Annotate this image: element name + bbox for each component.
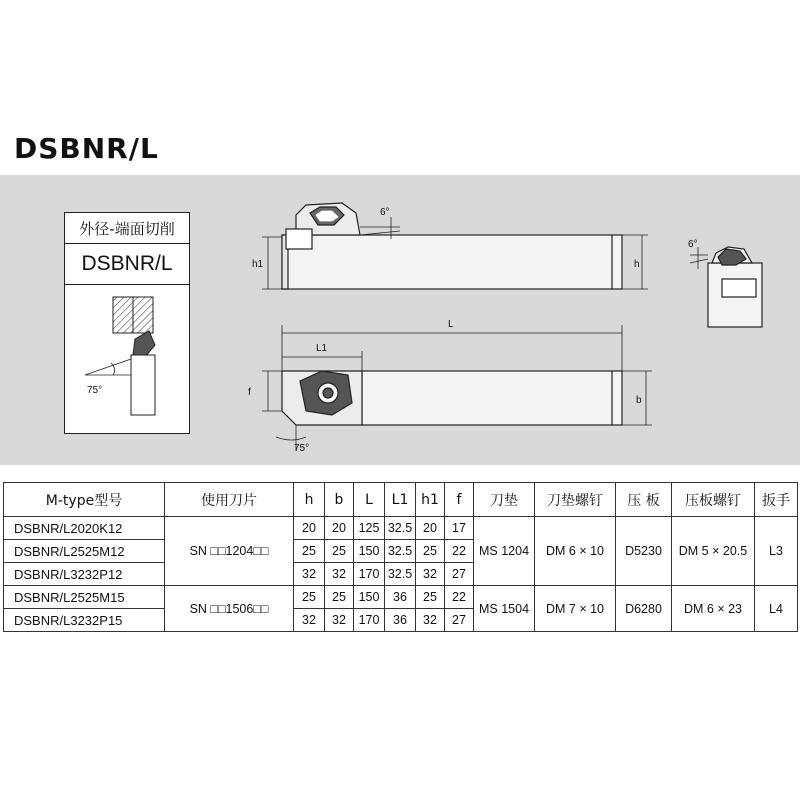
col-clamp: 压 板 bbox=[616, 483, 672, 517]
model-cell: DSBNR/L2525M12 bbox=[4, 540, 165, 563]
end-view bbox=[690, 247, 762, 327]
b-cell: 20 bbox=[325, 517, 354, 540]
model-cell: DSBNR/L2020K12 bbox=[4, 517, 165, 540]
insert-cell: SN □□1204□□ bbox=[165, 517, 294, 586]
operation-code: DSBNR/L bbox=[65, 244, 189, 285]
L-label: L bbox=[448, 319, 454, 330]
h1-cell: 32 bbox=[416, 609, 445, 632]
col-L: L bbox=[354, 483, 385, 517]
f-label: f bbox=[248, 387, 251, 398]
h-label: h bbox=[634, 259, 640, 270]
col-insert: 使用刀片 bbox=[165, 483, 294, 517]
b-cell: 32 bbox=[325, 563, 354, 586]
clamp-screw-cell: DM 6 × 23 bbox=[672, 586, 755, 632]
L-cell: 125 bbox=[354, 517, 385, 540]
L-cell: 150 bbox=[354, 586, 385, 609]
model-cell: DSBNR/L3232P12 bbox=[4, 563, 165, 586]
side-angle-label: 6° bbox=[380, 207, 390, 218]
f-cell: 22 bbox=[445, 586, 474, 609]
h1-cell: 25 bbox=[416, 586, 445, 609]
model-cell: DSBNR/L3232P15 bbox=[4, 609, 165, 632]
operation-box bbox=[64, 212, 190, 434]
L-cell: 150 bbox=[354, 540, 385, 563]
h1-label: h1 bbox=[252, 259, 264, 270]
f-cell: 27 bbox=[445, 563, 474, 586]
col-wrench: 扳手 bbox=[755, 483, 798, 517]
end-angle-label: 6° bbox=[688, 239, 698, 250]
L-cell: 170 bbox=[354, 563, 385, 586]
model-cell: DSBNR/L2525M15 bbox=[4, 586, 165, 609]
page-title: DSBNR/L bbox=[14, 132, 159, 165]
clamp-cell: D5230 bbox=[616, 517, 672, 586]
b-cell: 32 bbox=[325, 609, 354, 632]
L1-cell: 36 bbox=[385, 586, 416, 609]
b-cell: 25 bbox=[325, 540, 354, 563]
operation-diagram bbox=[65, 285, 189, 433]
h-cell: 20 bbox=[294, 517, 325, 540]
shim-cell: MS 1504 bbox=[474, 586, 535, 632]
shim-cell: MS 1204 bbox=[474, 517, 535, 586]
L1-label: L1 bbox=[316, 343, 328, 354]
clamp-screw-cell: DM 5 × 20.5 bbox=[672, 517, 755, 586]
wrench-cell: L4 bbox=[755, 586, 798, 632]
h1-cell: 25 bbox=[416, 540, 445, 563]
h-cell: 25 bbox=[294, 586, 325, 609]
drawing-panel bbox=[0, 175, 800, 465]
L1-cell: 32.5 bbox=[385, 563, 416, 586]
f-cell: 27 bbox=[445, 609, 474, 632]
col-L1: L1 bbox=[385, 483, 416, 517]
f-cell: 17 bbox=[445, 517, 474, 540]
h1-cell: 20 bbox=[416, 517, 445, 540]
L-cell: 170 bbox=[354, 609, 385, 632]
shim-screw-cell: DM 6 × 10 bbox=[535, 517, 616, 586]
col-f: f bbox=[445, 483, 474, 517]
L1-cell: 36 bbox=[385, 609, 416, 632]
operation-angle: 75° bbox=[87, 385, 103, 396]
col-b: b bbox=[325, 483, 354, 517]
table-row bbox=[4, 517, 798, 540]
f-cell: 22 bbox=[445, 540, 474, 563]
L1-cell: 32.5 bbox=[385, 540, 416, 563]
col-clamp-screw: 压板螺钉 bbox=[672, 483, 755, 517]
h-cell: 32 bbox=[294, 609, 325, 632]
col-h1: h1 bbox=[416, 483, 445, 517]
col-h: h bbox=[294, 483, 325, 517]
h-cell: 32 bbox=[294, 563, 325, 586]
col-model: M-type型号 bbox=[4, 483, 165, 517]
col-shim: 刀垫 bbox=[474, 483, 535, 517]
table-header-row bbox=[4, 483, 798, 517]
spec-table bbox=[3, 482, 798, 632]
b-cell: 25 bbox=[325, 586, 354, 609]
wrench-cell: L3 bbox=[755, 517, 798, 586]
clamp-cell: D6280 bbox=[616, 586, 672, 632]
h-cell: 25 bbox=[294, 540, 325, 563]
b-label: b bbox=[636, 395, 642, 406]
insert-cell: SN □□1506□□ bbox=[165, 586, 294, 632]
plan-angle-label: 75° bbox=[294, 443, 310, 454]
h1-cell: 32 bbox=[416, 563, 445, 586]
col-shim-screw: 刀垫螺钉 bbox=[535, 483, 616, 517]
operation-label: 外径-端面切削 bbox=[65, 213, 189, 244]
L1-cell: 32.5 bbox=[385, 517, 416, 540]
shim-screw-cell: DM 7 × 10 bbox=[535, 586, 616, 632]
side-view bbox=[262, 203, 648, 289]
table-row bbox=[4, 586, 798, 609]
